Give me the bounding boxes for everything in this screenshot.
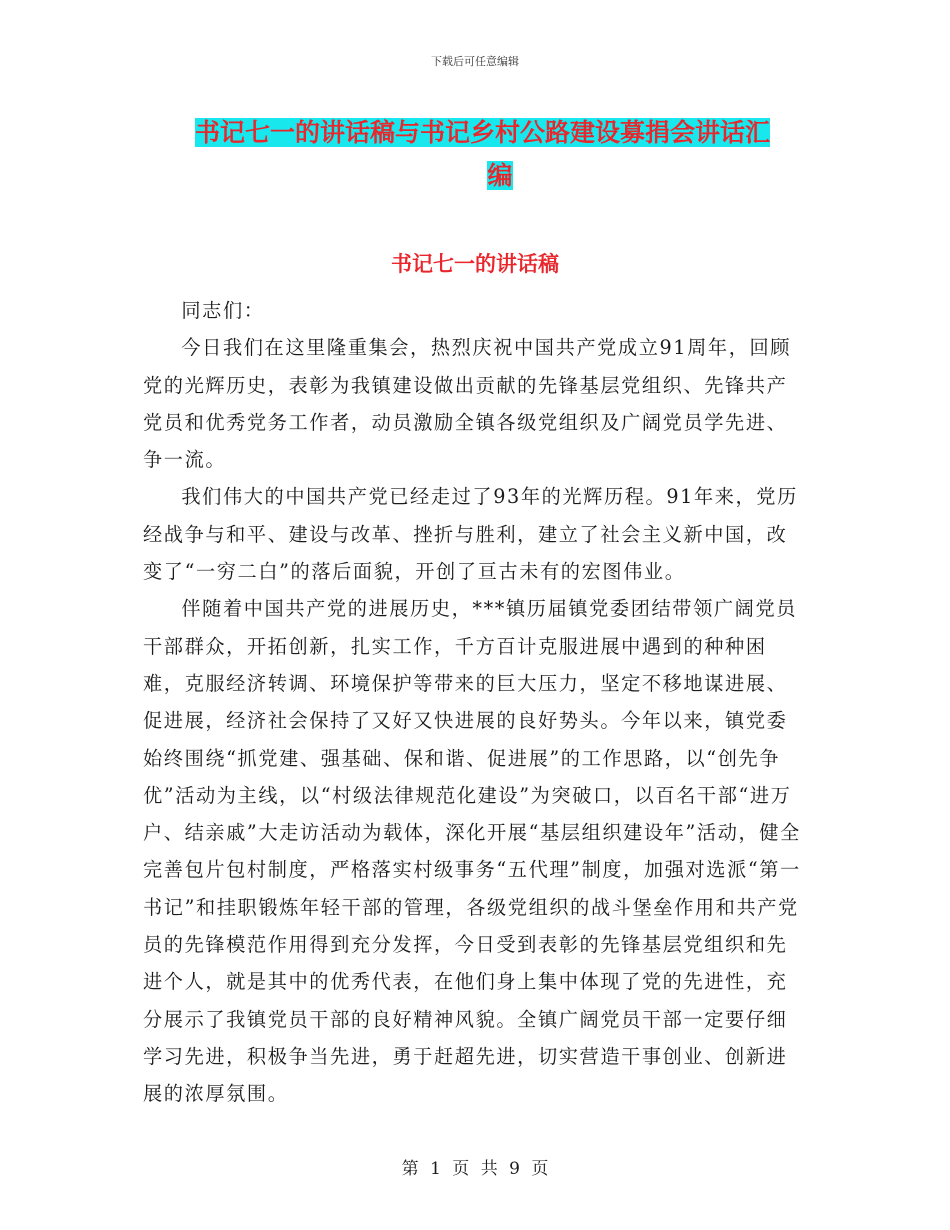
section-title: 书记七一的讲话稿 [391, 252, 559, 276]
paragraph: 我们伟大的中国共产党已经走过了93年的光辉历程。91年来，党历经战争与和平、建设与改革、挫折与胜利，建立了社会主义新中国，改变了“一穷二白”的落后面貌，开创了亘古未有的宏图伟业。 [143, 485, 798, 584]
document-title [195, 111, 805, 197]
paragraph: 今日我们在这里隆重集会，热烈庆祝中国共产党成立91周年，回顾党的光辉历史，表彰为我镇建设做出贡献的先锋基层党组织、先锋共产党员和优秀党务工作者，动员激励全镇各级党组织及广阔党员学先进、争一流。 [143, 336, 792, 472]
salutation: 同志们： [181, 299, 265, 322]
header-note: 下载后可任意编辑 [431, 55, 519, 68]
body-text [143, 292, 807, 1113]
document-title-line-1: 书记七一的讲话稿与书记乡村公路建设募捐会讲话汇 [195, 118, 771, 147]
page-footer: 第 1 页 共 9 页 [401, 1159, 549, 1179]
paragraph: 伴随着中国共产党的进展历史，***镇历届镇党委团结带领广阔党员干部群众，开拓创新，扎实工作，千方百计克服进展中遇到的种种困难，克服经济转调、环境保护等带来的巨大压力，坚定不移地谋进展、促进展，经济社会保持了又好又快进展的良好势头。今年以来，镇党委始终围绕“抓党建、强基础、保和谐、促进展”的工作思路，以“创先争优”活动为主线，以“村级法律规范化建设”为突破口，以百名干部“进万户、结亲戚”大走访活动为载体，深化开展“基层组织建设年”活动，健全完善包片包村制度，严格落实村级事务“五代理”制度，加强对选派“第一书记”和挂职锻炼年轻干部的管理，各级党组织的战斗堡垒作用和共产党员的先锋模范作用得到充分发挥，今日受到表彰的先锋基层党组织和先进个人，就是其中的优秀代表，在他们身上集中体现了党的先进性，充分展示了我镇党员干部的良好精神风貌。全镇广阔党员干部一定要仔细学习先进，积极争当先进，勇于赶超先进，切实营造干事创业、创新进展的浓厚氛围。 [143, 597, 801, 1106]
document-title-line-2: 编 [487, 161, 513, 190]
